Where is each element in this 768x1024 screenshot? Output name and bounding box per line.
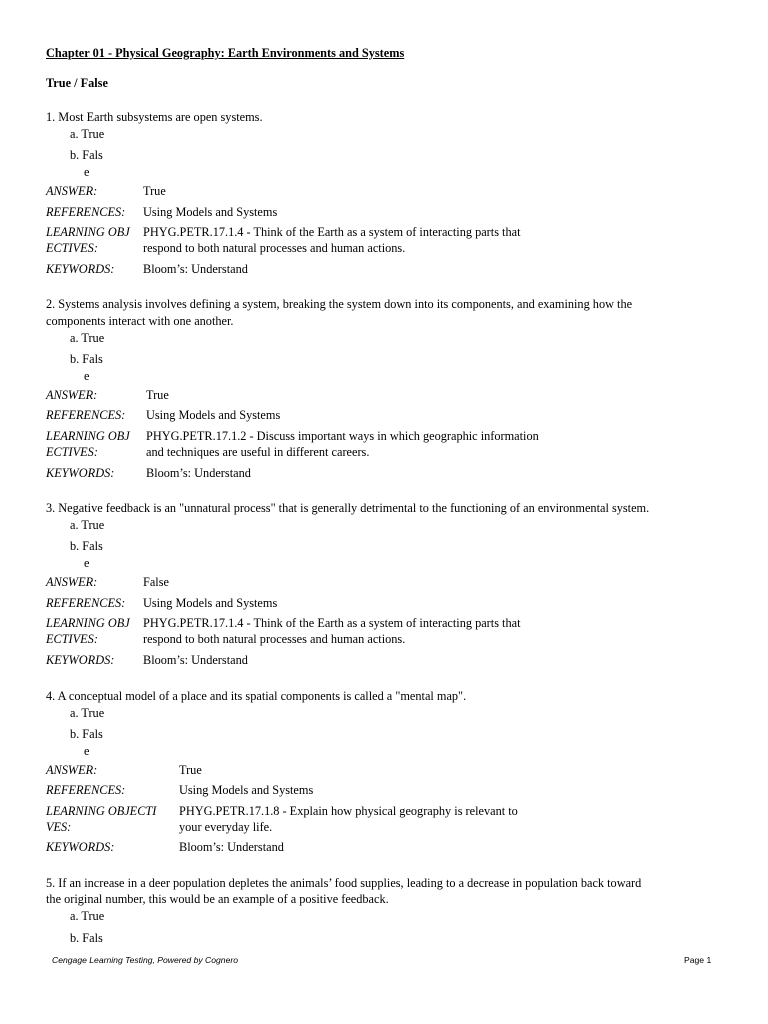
section-heading: True / False bbox=[46, 76, 108, 90]
keywords-label: KEYWORDS: bbox=[46, 466, 115, 480]
option-b: b. Fals bbox=[70, 539, 103, 553]
question-stem: 1. Most Earth subsystems are open systems. bbox=[46, 110, 263, 124]
learning-objective-line-2: your everyday life. bbox=[179, 820, 273, 834]
learning-objectives-label: LEARNING OBJECTI bbox=[46, 804, 157, 818]
answer-value: True bbox=[143, 184, 166, 198]
option-b: b. Fals bbox=[70, 727, 103, 741]
learning-objectives-label-wrap: ECTIVES: bbox=[46, 445, 98, 459]
option-b-wrap: e bbox=[84, 744, 90, 758]
learning-objective-line-2: and techniques are useful in different careers. bbox=[146, 445, 370, 459]
option-b-wrap: e bbox=[84, 556, 90, 570]
answer-value: True bbox=[179, 763, 202, 777]
option-b-wrap: e bbox=[84, 369, 90, 383]
question-stem-line-1: 2. Systems analysis involves defining a system, breaking the system down into its components, and examining how the bbox=[46, 297, 633, 311]
chapter-title: Chapter 01 - Physical Geography: Earth Environments and Systems bbox=[46, 46, 405, 60]
learning-objectives-label-wrap: ECTIVES: bbox=[46, 241, 98, 255]
question-stem: 4. A conceptual model of a place and its spatial components is called a "mental map". bbox=[46, 689, 467, 703]
answer-value: False bbox=[143, 575, 169, 589]
references-label: REFERENCES: bbox=[46, 408, 126, 422]
answer-label: ANSWER: bbox=[46, 184, 98, 198]
keywords-value: Bloom’s: Understand bbox=[143, 262, 248, 276]
learning-objectives-label: LEARNING OBJ bbox=[46, 429, 130, 443]
option-a: a. True bbox=[70, 518, 105, 532]
learning-objectives-label: LEARNING OBJ bbox=[46, 225, 130, 239]
footer-publisher: Cengage Learning Testing, Powered by Cognero bbox=[52, 955, 239, 965]
answer-label: ANSWER: bbox=[46, 575, 98, 589]
keywords-value: Bloom’s: Understand bbox=[179, 840, 284, 854]
answer-label: ANSWER: bbox=[46, 388, 98, 402]
option-a: a. True bbox=[70, 127, 105, 141]
references-value: Using Models and Systems bbox=[146, 408, 281, 422]
answer-label: ANSWER: bbox=[46, 763, 98, 777]
answer-value: True bbox=[146, 388, 169, 402]
question-stem: 3. Negative feedback is an "unnatural process" that is generally detrimental to the functioning of an environmental system. bbox=[46, 501, 650, 515]
option-b: b. Fals bbox=[70, 931, 103, 945]
learning-objective-line-1: PHYG.PETR.17.1.4 - Think of the Earth as a system of interacting parts that bbox=[143, 616, 521, 630]
references-value: Using Models and Systems bbox=[143, 205, 278, 219]
references-label: REFERENCES: bbox=[46, 205, 126, 219]
keywords-label: KEYWORDS: bbox=[46, 653, 115, 667]
option-a: a. True bbox=[70, 331, 105, 345]
option-a: a. True bbox=[70, 909, 105, 923]
references-label: REFERENCES: bbox=[46, 596, 126, 610]
learning-objectives-label-wrap: ECTIVES: bbox=[46, 632, 98, 646]
option-b: b. Fals bbox=[70, 352, 103, 366]
references-value: Using Models and Systems bbox=[179, 783, 314, 797]
footer-page-number: Page 1 bbox=[684, 955, 712, 965]
option-a: a. True bbox=[70, 706, 105, 720]
keywords-value: Bloom’s: Understand bbox=[146, 466, 251, 480]
question-stem-line-1: 5. If an increase in a deer population depletes the animals’ food supplies, leading to a decrease in population back toward bbox=[46, 876, 642, 890]
question-stem-line-2: components interact with one another. bbox=[46, 314, 234, 328]
question-stem-line-2: the original number, this would be an example of a positive feedback. bbox=[46, 892, 389, 906]
learning-objective-line-2: respond to both natural processes and human actions. bbox=[143, 632, 406, 646]
learning-objective-line-1: PHYG.PETR.17.1.2 - Discuss important ways in which geographic information bbox=[146, 429, 539, 443]
references-label: REFERENCES: bbox=[46, 783, 126, 797]
keywords-label: KEYWORDS: bbox=[46, 262, 115, 276]
references-value: Using Models and Systems bbox=[143, 596, 278, 610]
learning-objective-line-1: PHYG.PETR.17.1.8 - Explain how physical geography is relevant to bbox=[179, 804, 518, 818]
option-b-wrap: e bbox=[84, 165, 90, 179]
keywords-value: Bloom’s: Understand bbox=[143, 653, 248, 667]
keywords-label: KEYWORDS: bbox=[46, 840, 115, 854]
learning-objective-line-2: respond to both natural processes and human actions. bbox=[143, 241, 406, 255]
learning-objective-line-1: PHYG.PETR.17.1.4 - Think of the Earth as a system of interacting parts that bbox=[143, 225, 521, 239]
option-b: b. Fals bbox=[70, 148, 103, 162]
learning-objectives-label: LEARNING OBJ bbox=[46, 616, 130, 630]
learning-objectives-label-wrap: VES: bbox=[46, 820, 72, 834]
